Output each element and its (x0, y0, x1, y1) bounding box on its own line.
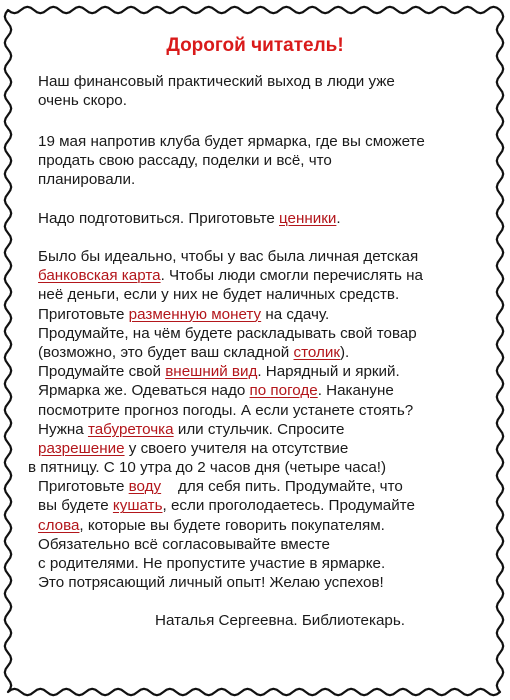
paragraph-checklist: Было бы идеально, чтобы у вас была личная детская банковская карта. Чтобы люди смогли перечислять на неё деньги, если у них не будет наличных средств. Приготовьте разменную монету на сдачу. Продумайте, на чём будете раскладывать свой товар (возможно, это будет ваш складной столик). Продумайте свой внешний вид. Нарядный и яркий. Ярмарка же. Одеваться надо по погоде. Накануне посмотрите прогноз погоды. А если устанете стоять? Нужна табуреточка или стульчик. Спросите разрешение у своего учителя на отсутствие в пятницу. С 10 утра до 2 часов дня (четыре часа!) Приготовьте воду для себя пить. Продумайте, что вы будете кушать, если проголодаетесь. Продумайте слова, которые вы будете говорить покупателям. Обязательно всё согласовывайте вместе с родителями. Не пропустите участие в ярмарке. Это потрясающий личный опыт! Желаю успехов! (28, 248, 423, 592)
link-eat[interactable]: кушать (112, 497, 163, 515)
link-bank-card[interactable]: банковская карта (38, 267, 161, 285)
link-stool[interactable]: табуреточка (87, 420, 174, 438)
paragraph-intro: Наш финансовый практический выход в люди уже очень скоро. (38, 73, 395, 110)
paragraph-prepare: Надо подготовиться. Приготовьте ценники. (38, 210, 341, 227)
signature: Наталья Сергеевна. Библиотекарь. (155, 612, 405, 629)
link-appearance[interactable]: внешний вид (165, 363, 258, 381)
link-permission[interactable]: разрешение (38, 439, 125, 457)
page-title: Дорогой читатель! (166, 35, 344, 56)
link-words[interactable]: слова (38, 516, 80, 534)
paragraph-fair-date: 19 мая напротив клуба будет ярмарка, где вы сможете продать свою рассаду, поделки и всё, что планировали. (38, 133, 425, 189)
link-change-coins[interactable]: разменную монету (128, 305, 262, 323)
link-folding-table[interactable]: столик (293, 343, 340, 361)
link-water[interactable]: воду (128, 478, 162, 496)
link-price-tags[interactable]: ценники (279, 210, 337, 227)
link-weather[interactable]: по погоде (249, 382, 318, 400)
